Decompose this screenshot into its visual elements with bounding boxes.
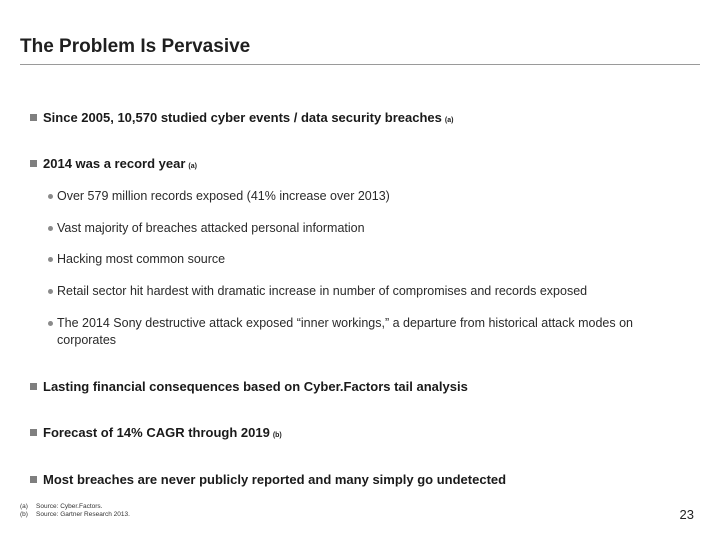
square-bullet-icon [30, 383, 37, 390]
page-number: 23 [679, 507, 694, 522]
footnote-text: Source: Gartner Research 2013. [36, 511, 130, 518]
sub-bullet-1 [48, 188, 698, 205]
footnote-mark: (a) [20, 503, 28, 510]
sub-bullet-5-text: The 2014 Sony destructive attack exposed “inner workings,” a departure from historical attack modes on corporates [57, 316, 633, 347]
bullet-5 [30, 472, 506, 487]
bullet-1-footnote-ref: (a) [444, 117, 454, 124]
dot-bullet-icon [48, 257, 53, 262]
sub-bullet-2-text: Vast majority of breaches attacked personal information [57, 221, 365, 235]
square-bullet-icon [30, 429, 37, 436]
bullet-3 [30, 379, 468, 394]
sub-bullet-4-text: Retail sector hit hardest with dramatic increase in number of compromises and records exposed [57, 284, 588, 298]
sub-bullet-3 [48, 251, 698, 268]
footnote-text: Source: Cyber.Factors. [36, 503, 103, 510]
sub-bullet-4 [48, 283, 698, 300]
bullet-4-text: Forecast of 14% CAGR through 2019 [43, 425, 270, 440]
bullet-3-text: Lasting financial consequences based on Cyber.Factors tail analysis [43, 379, 468, 394]
square-bullet-icon [30, 114, 37, 121]
bullet-4-footnote-ref: (b) [272, 432, 282, 439]
dot-bullet-icon [48, 226, 53, 231]
bullet-4 [30, 425, 282, 440]
dot-bullet-icon [48, 194, 53, 199]
bullet-2 [30, 156, 197, 171]
bullet-1 [30, 110, 453, 125]
square-bullet-icon [30, 160, 37, 167]
sub-bullet-5 [48, 315, 688, 349]
sub-bullet-1-text: Over 579 million records exposed (41% increase over 2013) [57, 189, 390, 203]
dot-bullet-icon [48, 321, 53, 326]
square-bullet-icon [30, 476, 37, 483]
sub-bullet-3-text: Hacking most common source [57, 252, 226, 266]
title-divider [20, 64, 700, 65]
bullet-5-text: Most breaches are never publicly reported and many simply go undetected [43, 472, 507, 487]
bullet-2-footnote-ref: (a) [188, 163, 197, 170]
dot-bullet-icon [48, 289, 53, 294]
footnote-a [20, 503, 130, 511]
footnote-mark: (b) [20, 511, 28, 518]
sub-bullet-2 [48, 220, 698, 237]
page-title: The Problem Is Pervasive [20, 36, 251, 57]
footnote-b [20, 511, 130, 519]
bullet-1-text: Since 2005, 10,570 studied cyber events / data security breaches [43, 110, 442, 125]
bullet-2-text: 2014 was a record year [43, 156, 186, 171]
footnotes [20, 503, 130, 519]
